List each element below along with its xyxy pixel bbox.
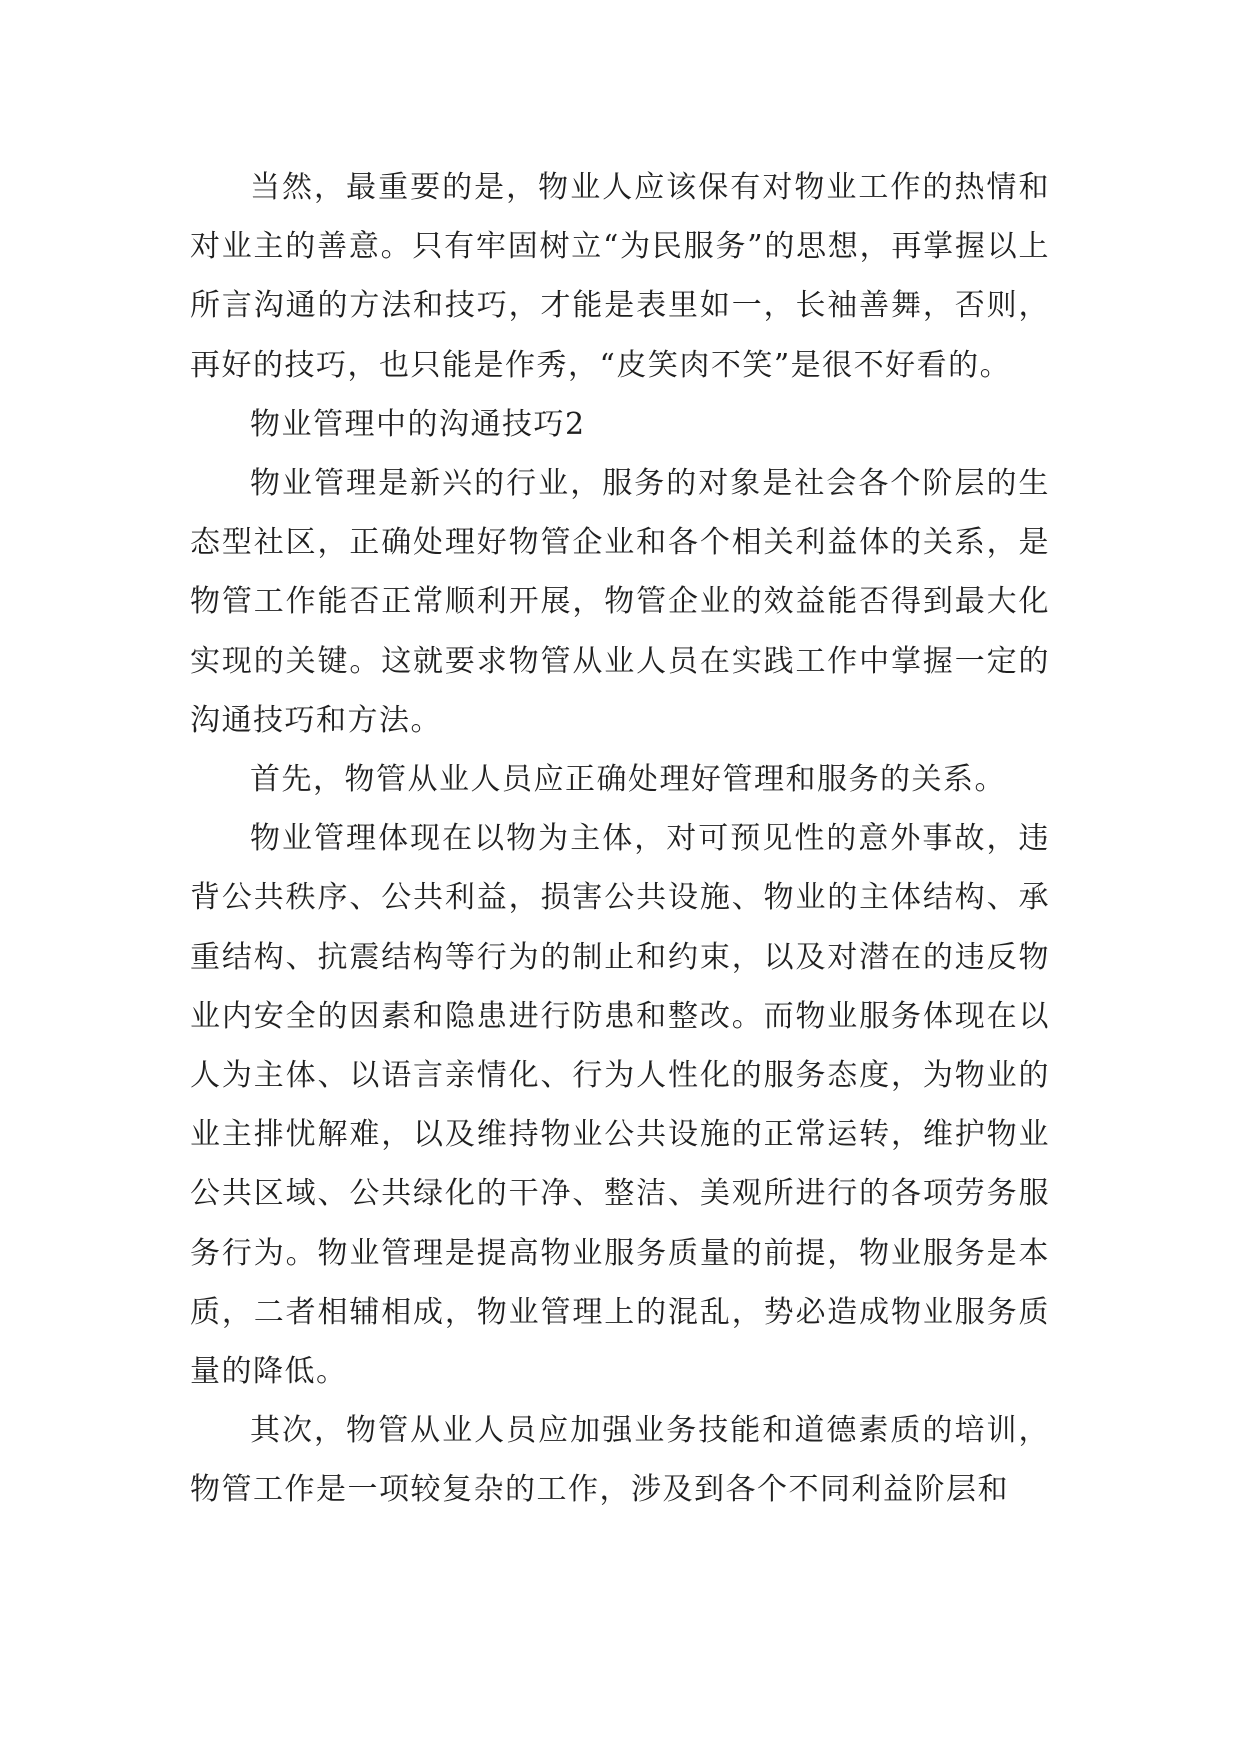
document-body [190, 158, 1050, 1520]
paragraph-first-point: 首先，物管从业人员应正确处理好管理和服务的关系。 [250, 762, 1006, 798]
paragraph-second-point: 其次，物管从业人员应加强业务技能和道德素质的培训，物管工作是一项较复杂的工作，涉及到各个不同利益阶层和 [190, 1413, 1050, 1508]
section-heading: 物业管理中的沟通技巧2 [250, 406, 586, 442]
paragraph-intro: 物业管理是新兴的行业，服务的对象是社会各个阶层的生态型社区，正确处理好物管企业和各个相关利益体的关系，是物管工作能否正常顺利开展，物管企业的效益能否得到最大化实现的关键。这就要求物管从业人员在实践工作中掌握一定的沟通技巧和方法。 [190, 466, 1050, 738]
paragraph-management-service: 物业管理体现在以物为主体，对可预见性的意外事故，违背公共秩序、公共利益，损害公共设施、物业的主体结构、承重结构、抗震结构等行为的制止和约束，以及对潜在的违反物业内安全的因素和隐患进行防患和整改。而物业服务体现在以人为主体、以语言亲情化、行为人性化的服务态度，为物业的业主排忧解难，以及维持物业公共设施的正常运转，维护物业公共区域、公共绿化的干净、整洁、美观所进行的各项劳务服务行为。物业管理是提高物业服务质量的前提，物业服务是本质，二者相辅相成，物业管理上的混乱，势必造成物业服务质量的降低。 [190, 821, 1050, 1390]
paragraph-closing-remark: 当然，最重要的是，物业人应该保有对物业工作的热情和对业主的善意。只有牢固树立“为民服务”的思想，再掌握以上所言沟通的方法和技巧，才能是表里如一，长袖善舞，否则，再好的技巧，也只能是作秀，“皮笑肉不笑”是很不好看的。 [190, 170, 1050, 383]
